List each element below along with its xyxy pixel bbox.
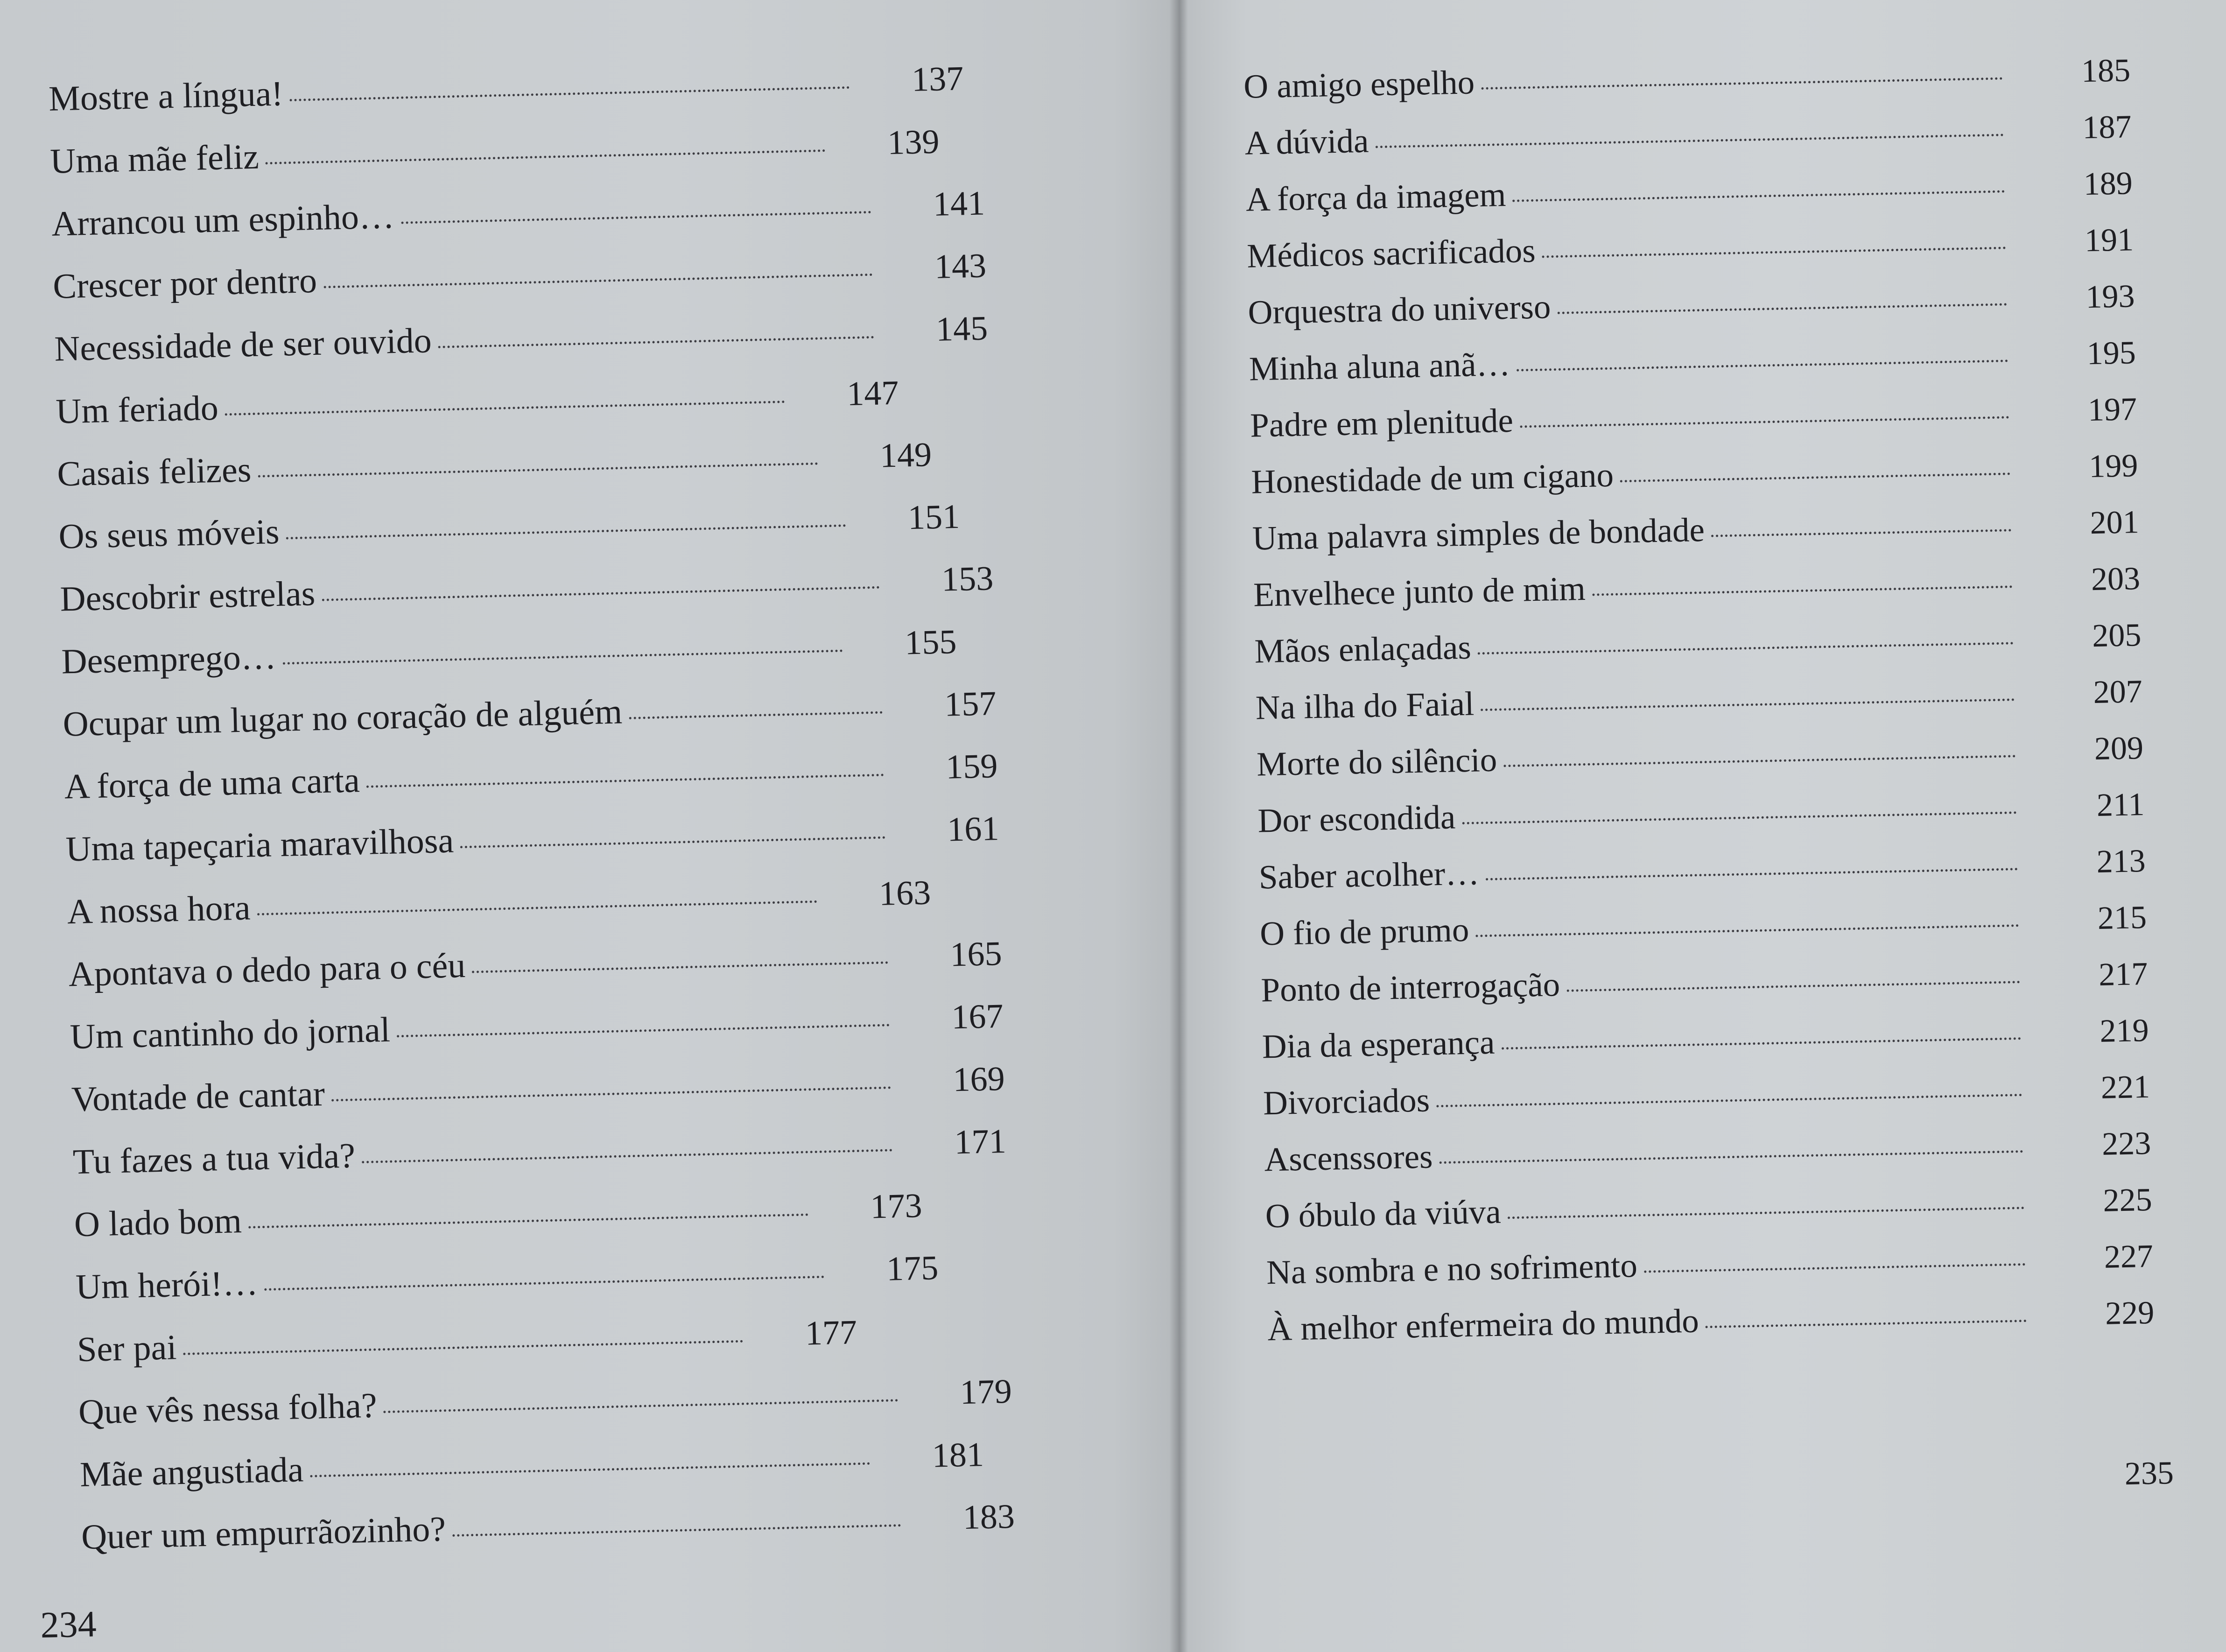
entry-title: Envelhece junto de mim xyxy=(1253,569,1586,614)
entry-page-number: 185 xyxy=(2081,52,2131,90)
entry-title: Dia da esperança xyxy=(1262,1023,1496,1066)
entry-title: Médicos sacrificados xyxy=(1246,231,1536,275)
dot-leader xyxy=(366,774,884,788)
entry-title: Orquestra do universo xyxy=(1247,288,1552,331)
entry-title: Uma palavra simples de bondade xyxy=(1252,510,1705,557)
entry-title: Saber acolher… xyxy=(1258,854,1480,896)
entry-title: Ponto de interrogação xyxy=(1260,965,1560,1009)
dot-leader xyxy=(1462,811,2016,824)
entry-page-number: 163 xyxy=(878,873,931,913)
entry-page-number: 183 xyxy=(962,1497,1015,1537)
entry-title: Vontade de cantar xyxy=(71,1074,325,1119)
page-number-right: 235 xyxy=(2124,1455,2174,1492)
entry-title: A força de uma carta xyxy=(63,760,360,807)
right-page xyxy=(1172,0,2226,1652)
entry-page-number: 195 xyxy=(2086,335,2136,372)
entry-page-number: 217 xyxy=(2098,956,2148,993)
entry-title: Mostre a língua! xyxy=(48,74,284,119)
dot-leader xyxy=(397,1024,890,1037)
entry-page-number: 179 xyxy=(959,1372,1012,1412)
dot-leader xyxy=(1440,1150,2023,1164)
entry-title: Ascenssores xyxy=(1264,1137,1433,1179)
entry-title: Mãos enlaçadas xyxy=(1254,628,1472,670)
dot-leader xyxy=(290,86,850,101)
entry-page-number: 219 xyxy=(2099,1012,2149,1049)
dot-leader xyxy=(384,1399,898,1413)
entry-title: Divorciados xyxy=(1263,1081,1430,1122)
dot-leader xyxy=(452,1524,901,1537)
entry-title: Crescer por dentro xyxy=(52,260,317,306)
dot-leader xyxy=(1542,246,2006,258)
dot-leader xyxy=(283,650,843,665)
table-of-contents-left xyxy=(49,60,1016,1582)
entry-title: Um herói!… xyxy=(75,1263,259,1307)
dot-leader xyxy=(257,900,817,915)
entry-page-number: 213 xyxy=(2096,843,2146,880)
entry-page-number: 149 xyxy=(879,436,932,475)
entry-title: Um feriado xyxy=(55,388,219,431)
entry-page-number: 169 xyxy=(952,1059,1005,1099)
dot-leader xyxy=(1475,924,2019,937)
entry-page-number: 215 xyxy=(2097,899,2147,936)
dot-leader xyxy=(1376,134,2004,148)
entry-page-number: 161 xyxy=(947,809,1000,849)
dot-leader xyxy=(1503,755,2015,767)
dot-leader xyxy=(629,711,882,719)
dot-leader xyxy=(1620,472,2010,482)
entry-page-number: 151 xyxy=(907,497,960,537)
dot-leader xyxy=(1517,359,2008,371)
entry-page-number: 229 xyxy=(2105,1294,2155,1332)
entry-page-number: 223 xyxy=(2101,1125,2151,1162)
dot-leader xyxy=(331,1086,891,1101)
entry-title: Os seus móveis xyxy=(58,512,280,556)
entry-title: Na ilha do Faial xyxy=(1255,684,1475,727)
entry-page-number: 167 xyxy=(951,997,1004,1037)
entry-page-number: 199 xyxy=(2088,448,2139,485)
entry-title: Arrancou um espinho… xyxy=(51,197,395,244)
entry-title: Descobrir estrelas xyxy=(59,574,316,619)
page-number-left: 234 xyxy=(40,1603,97,1646)
entry-title: Necessidade de ser ouvido xyxy=(54,321,432,369)
dot-leader xyxy=(1566,981,2020,992)
dot-leader xyxy=(266,149,826,164)
entry-page-number: 189 xyxy=(2083,165,2133,203)
entry-title: À melhor enfermeira do mundo xyxy=(1267,1301,1699,1348)
entry-title: Ser pai xyxy=(77,1328,177,1370)
entry-title: Tu fazes a tua vida? xyxy=(72,1136,356,1182)
dot-leader xyxy=(1502,1037,2021,1049)
dot-leader xyxy=(1513,190,2005,202)
entry-page-number: 203 xyxy=(2091,561,2141,598)
entry-title: A força da imagem xyxy=(1245,176,1507,218)
entry-title: Que vês nessa folha? xyxy=(78,1385,378,1432)
entry-page-number: 207 xyxy=(2093,674,2143,711)
dot-leader xyxy=(1711,529,2011,537)
entry-title: A dúvida xyxy=(1244,121,1369,162)
dot-leader xyxy=(183,1340,744,1355)
entry-page-number: 153 xyxy=(941,559,994,599)
entry-page-number: 205 xyxy=(2092,617,2142,654)
entry-page-number: 141 xyxy=(933,184,985,224)
entry-title: Ocupar um lugar no coração de alguém xyxy=(62,692,623,744)
entry-page-number: 155 xyxy=(904,623,957,662)
dot-leader xyxy=(322,586,879,601)
entry-page-number: 177 xyxy=(805,1313,857,1353)
dot-leader xyxy=(401,211,871,224)
dot-leader xyxy=(1706,1320,2027,1328)
dot-leader xyxy=(1481,698,2015,711)
entry-title: Padre em plenitude xyxy=(1250,401,1514,444)
entry-title: Uma mãe feliz xyxy=(49,137,260,181)
dot-leader xyxy=(472,961,888,973)
dot-leader xyxy=(362,1149,892,1163)
entry-page-number: 191 xyxy=(2084,222,2134,259)
entry-page-number: 157 xyxy=(944,684,997,724)
entry-title: Na sombra e no sofrimento xyxy=(1266,1246,1638,1292)
entry-page-number: 145 xyxy=(935,309,988,349)
entry-page-number: 211 xyxy=(2096,787,2145,823)
entry-page-number: 209 xyxy=(2094,730,2144,767)
entry-title: O óbulo da viúva xyxy=(1265,1192,1502,1235)
dot-leader xyxy=(460,837,885,849)
dot-leader xyxy=(225,401,785,415)
entry-title: O fio de prumo xyxy=(1259,910,1470,953)
entry-page-number: 221 xyxy=(2100,1069,2150,1106)
entry-title: Casais felizes xyxy=(56,450,252,494)
entry-page-number: 165 xyxy=(949,934,1003,974)
entry-page-number: 147 xyxy=(846,373,899,414)
dot-leader xyxy=(1644,1263,2025,1273)
entry-page-number: 201 xyxy=(2089,504,2140,541)
entry-title: Um cantinho do jornal xyxy=(70,1010,391,1057)
table-of-contents-right xyxy=(1243,52,2155,1368)
dot-leader xyxy=(1486,868,2018,880)
entry-title: O lado bom xyxy=(74,1201,242,1244)
entry-title: A nossa hora xyxy=(66,888,251,932)
dot-leader xyxy=(438,336,874,348)
entry-page-number: 193 xyxy=(2085,278,2135,316)
entry-title: Desemprego… xyxy=(61,637,277,682)
entry-title: Honestidade de um cigano xyxy=(1250,456,1614,501)
entry-title: O amigo espelho xyxy=(1243,63,1475,105)
entry-title: Mãe angustiada xyxy=(79,1450,304,1495)
dot-leader xyxy=(1520,416,2009,428)
entry-title: Quer um empurrãozinho? xyxy=(81,1509,446,1557)
entry-page-number: 187 xyxy=(2082,109,2132,146)
dot-leader xyxy=(258,463,818,478)
entry-page-number: 173 xyxy=(870,1186,923,1226)
entry-title: Uma tapeçaria maravilhosa xyxy=(65,821,454,869)
entry-title: Minha aluna anã… xyxy=(1249,344,1511,388)
dot-leader xyxy=(1481,77,2002,90)
dot-leader xyxy=(248,1214,808,1229)
dot-leader xyxy=(1508,1207,2024,1219)
dot-leader xyxy=(1592,585,2012,596)
dot-leader xyxy=(286,524,846,539)
entry-page-number: 137 xyxy=(911,59,964,99)
dot-leader xyxy=(1436,1094,2022,1107)
entry-page-number: 197 xyxy=(2087,391,2137,429)
entry-title: Apontava o dedo para o céu xyxy=(68,946,466,994)
entry-page-number: 227 xyxy=(2104,1238,2154,1275)
dot-leader xyxy=(1558,303,2007,314)
entry-page-number: 159 xyxy=(945,747,998,787)
entry-page-number: 225 xyxy=(2102,1181,2153,1219)
entry-title: Morte do silêncio xyxy=(1256,740,1497,783)
dot-leader xyxy=(1478,642,2014,654)
entry-page-number: 181 xyxy=(931,1435,984,1475)
entry-page-number: 171 xyxy=(954,1122,1007,1162)
entry-page-number: 139 xyxy=(887,122,940,162)
dot-leader xyxy=(323,274,872,288)
dot-leader xyxy=(310,1462,870,1477)
entry-title: Dor escondida xyxy=(1257,798,1456,840)
entry-page-number: 175 xyxy=(886,1249,939,1288)
entry-page-number: 143 xyxy=(934,246,987,286)
dot-leader xyxy=(265,1276,825,1291)
